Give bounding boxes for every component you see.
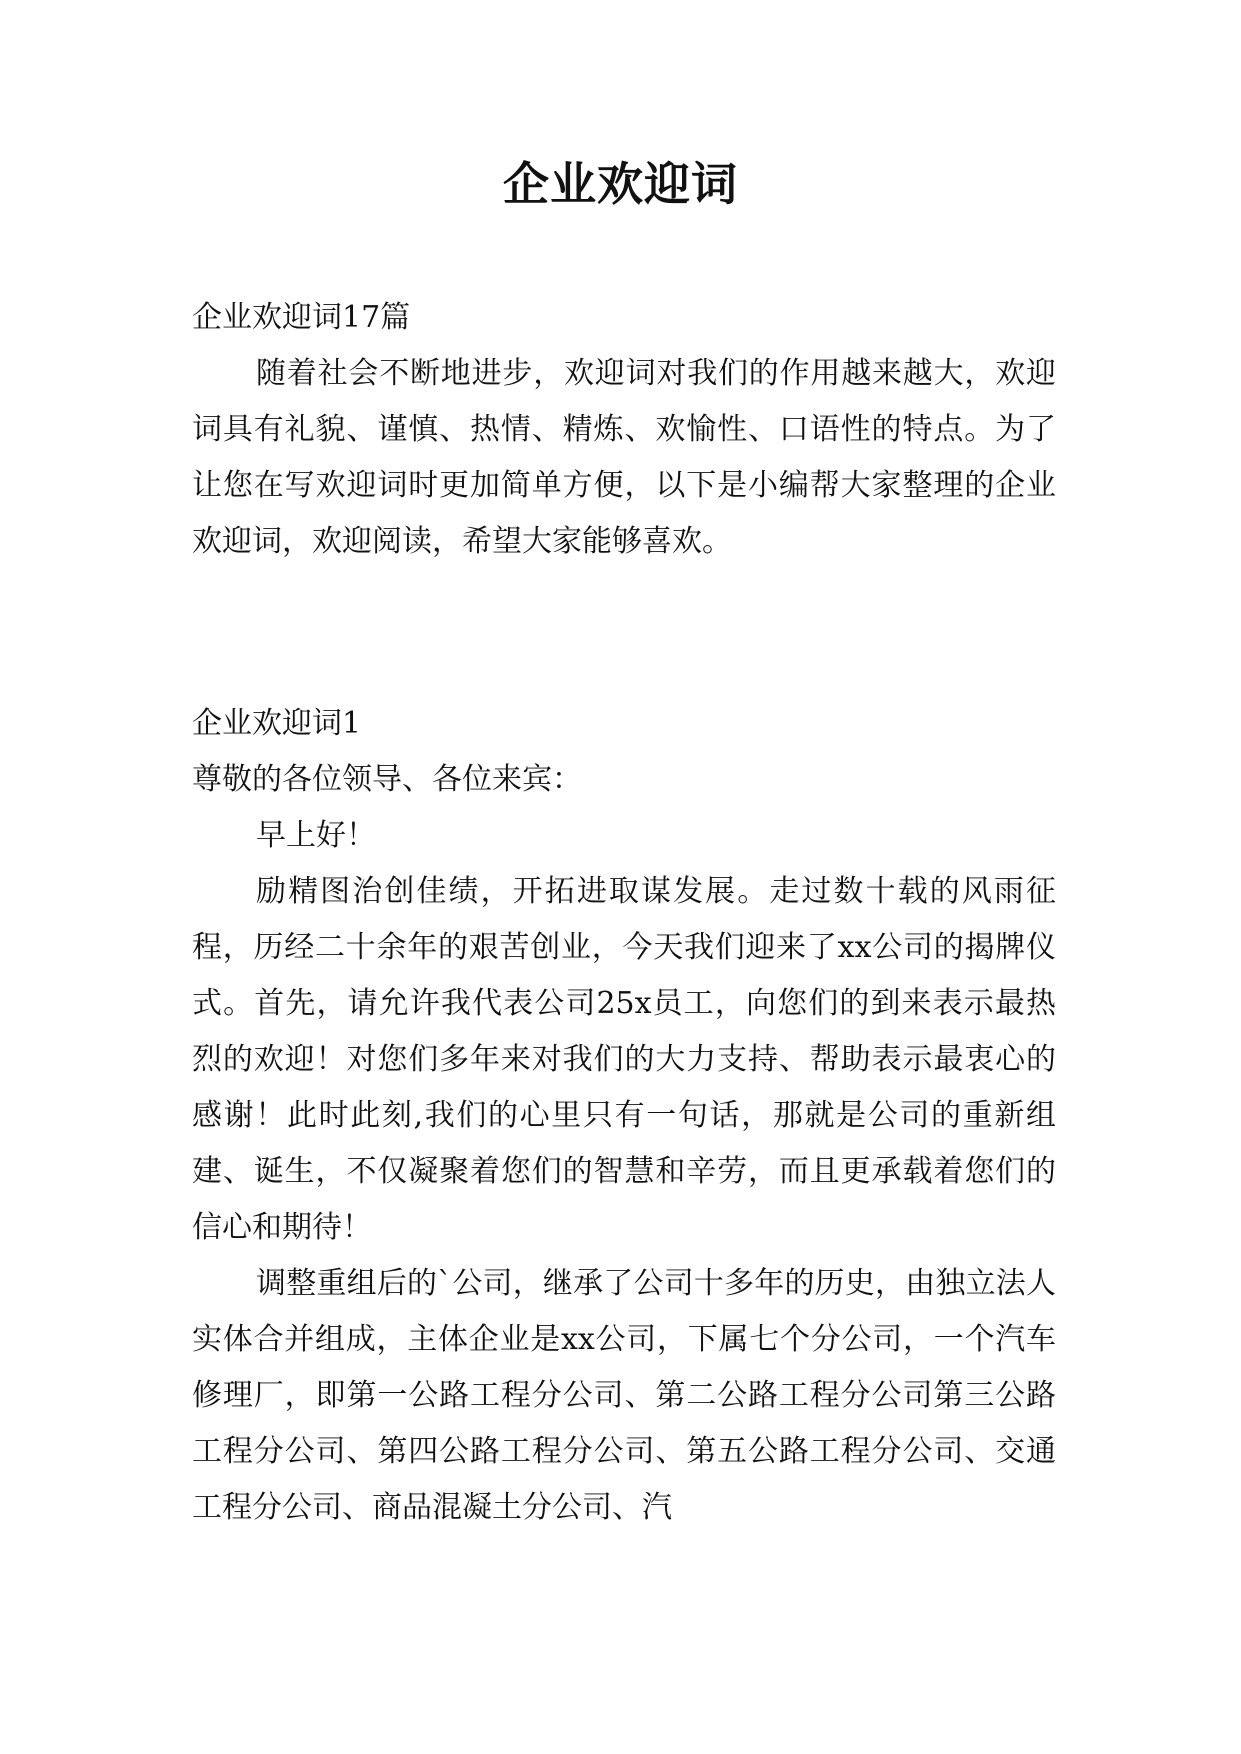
document-body bbox=[192, 290, 1056, 1536]
document-subtitle: 企业欢迎词17篇 bbox=[192, 300, 411, 335]
salutation: 尊敬的各位领导、各位来宾： bbox=[192, 762, 582, 797]
document-title: 企业欢迎词 bbox=[503, 157, 738, 211]
intro-paragraph: 随着社会不断地进步，欢迎词对我们的作用越来越大，欢迎词具有礼貌、谨慎、热情、精炼、欢愉性、口语性的特点。为了让您在写欢迎词时更加简单方便，以下是小编帮大家整理的企业欢迎词，欢迎阅读，希望大家能够喜欢。 bbox=[192, 356, 1056, 559]
section-spacer bbox=[192, 570, 1056, 696]
greeting: 早上好！ bbox=[256, 818, 376, 853]
section-heading: 企业欢迎词1 bbox=[192, 706, 362, 741]
body-paragraph-1: 励精图治创佳绩，开拓进取谋发展。走过数十载的风雨征程，历经二十余年的艰苦创业，今天我们迎来了xx公司的揭牌仪式。首先，请允许我代表公司25x员工，向您们的到来表示最热烈的欢迎！对您们多年来对我们的大力支持、帮助表示最衷心的感谢！此时此刻,我们的心里只有一句话，那就是公司的重新组建、诞生，不仅凝聚着您们的智慧和辛劳，而且更承载着您们的信心和期待！ bbox=[192, 874, 1056, 1245]
body-paragraph-2: 调整重组后的`公司，继承了公司十多年的历史，由独立法人实体合并组成，主体企业是xx公司，下属七个分公司，一个汽车修理厂，即第一公路工程分公司、第二公路工程分公司第三公路工程分公司、第四公路工程分公司、第五公路工程分公司、交通工程分公司、商品混凝土分公司、汽 bbox=[192, 1266, 1056, 1525]
